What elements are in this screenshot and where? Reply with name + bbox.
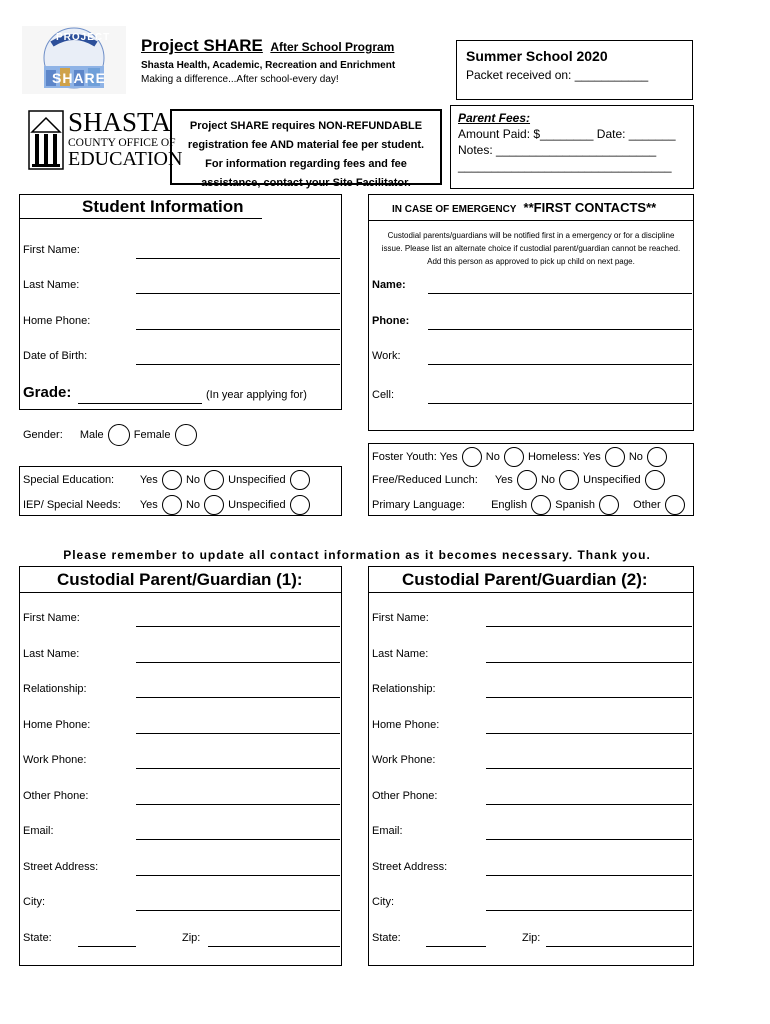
- iep-yes-label: Yes: [139, 498, 158, 511]
- female-radio[interactable]: [175, 424, 197, 446]
- emergency-title-small: IN CASE OF EMERGENCY: [392, 204, 517, 215]
- student-dob-field[interactable]: [136, 364, 340, 365]
- guardian1-field-label: Home Phone:: [23, 718, 91, 731]
- guardian2-field-label: Email:: [372, 825, 403, 837]
- foster-no-radio[interactable]: [504, 447, 524, 467]
- guardian2-field-input[interactable]: [486, 733, 692, 734]
- gender-label: Gender:: [23, 428, 63, 441]
- student-home-phone-field[interactable]: [136, 329, 340, 330]
- guardian-2-state-field[interactable]: [426, 946, 486, 947]
- emergency-cell-field[interactable]: [428, 403, 692, 404]
- guardian1-field-input[interactable]: [136, 662, 340, 663]
- guardian2-field-label: City:: [372, 896, 394, 908]
- guardian1-field-input[interactable]: [136, 839, 340, 840]
- county-line-2: COUNTY OFFICE OF: [68, 137, 176, 149]
- shasta-county-logo: [28, 107, 183, 172]
- guardian2-field-label: Other Phone:: [372, 789, 438, 802]
- guardian-1-state-field[interactable]: [78, 946, 136, 947]
- frl-row: [372, 470, 666, 490]
- tagline-2: Making a difference...After school-every day!: [141, 74, 339, 85]
- guardian1-field-input[interactable]: [136, 626, 340, 627]
- iep-yes-radio[interactable]: [162, 495, 182, 515]
- program-subtitle: After School Program: [270, 40, 395, 54]
- sped-no-label: No: [185, 473, 200, 486]
- emergency-work-field[interactable]: [428, 364, 692, 365]
- amount-paid: Amount Paid: $________ Date: _______: [458, 127, 676, 141]
- guardian1-field-label: Relationship:: [23, 683, 87, 695]
- guardian1-field-label: Other Phone:: [23, 789, 89, 802]
- guardian-2-title: Custodial Parent/Guardian (2):: [402, 570, 648, 589]
- emergency-note-3: Add this person as approved to pick up child on next page.: [427, 257, 635, 266]
- male-radio[interactable]: [108, 424, 130, 446]
- guardian-2-state-label: State:: [372, 932, 401, 944]
- iep-unspecified-label: Unspecified: [228, 498, 286, 511]
- homeless-yes-label: Homeless: Yes: [527, 450, 601, 463]
- guardian2-field-input[interactable]: [486, 910, 692, 911]
- frl-no-radio[interactable]: [559, 470, 579, 490]
- homeless-yes-radio[interactable]: [605, 447, 625, 467]
- sped-row: [23, 470, 311, 490]
- foster-yes-label: Foster Youth: Yes: [372, 450, 458, 463]
- guardian-1-state-label: State:: [23, 932, 52, 944]
- sped-yes-radio[interactable]: [162, 470, 182, 490]
- gender-row: [23, 424, 198, 446]
- guardian2-field-input[interactable]: [486, 768, 692, 769]
- guardian2-field-label: Relationship:: [372, 683, 436, 695]
- guardian-1-title-underline: [19, 592, 342, 593]
- emergency-title: [392, 200, 656, 215]
- guardian1-field-label: Work Phone:: [23, 754, 87, 766]
- guardian1-field-input[interactable]: [136, 875, 340, 876]
- parent-fees-title: Parent Fees:: [458, 111, 531, 125]
- guardian1-field-input[interactable]: [136, 768, 340, 769]
- project-share-logo: [22, 26, 126, 94]
- packet-received: Packet received on: ___________: [466, 68, 649, 82]
- fee-notice-box: [170, 109, 442, 189]
- grade-label: Grade:: [23, 384, 72, 401]
- student-title-underline: [19, 218, 262, 219]
- iep-no-radio[interactable]: [204, 495, 224, 515]
- other-language-radio[interactable]: [665, 495, 685, 515]
- english-label: English: [491, 498, 528, 511]
- emergency-note-2: issue. Please list an alternate choice if custodial parent/guardian cannot be reached.: [381, 244, 681, 253]
- other-language-label: Other: [633, 498, 661, 511]
- guardian-2-zip-field[interactable]: [546, 946, 692, 947]
- guardian2-field-input[interactable]: [486, 804, 692, 805]
- student-info-title: Student Information: [82, 197, 244, 216]
- guardian1-field-label: City:: [23, 896, 45, 908]
- guardian-1-zip-field[interactable]: [208, 946, 340, 947]
- sped-no-radio[interactable]: [204, 470, 224, 490]
- guardian-1-zip-label: Zip:: [182, 932, 201, 944]
- emergency-phone-label: Phone:: [372, 315, 410, 327]
- language-label: Primary Language:: [372, 498, 465, 511]
- iep-unspecified-radio[interactable]: [290, 495, 310, 515]
- grade-field[interactable]: [78, 403, 202, 404]
- emergency-phone-field[interactable]: [428, 329, 692, 330]
- language-row: [372, 495, 686, 515]
- county-line-1: SHASTA: [68, 107, 171, 137]
- program-name: Project SHARE: [141, 36, 263, 55]
- guardian1-field-input[interactable]: [136, 804, 340, 805]
- foster-row: [372, 447, 668, 467]
- program-title: [141, 36, 394, 56]
- guardian2-field-input[interactable]: [486, 839, 692, 840]
- guardian2-field-label: Work Phone:: [372, 754, 436, 766]
- update-reminder: Please remember to update all contact information as it becomes necessary. Thank you.: [63, 548, 651, 562]
- spanish-label: Spanish: [555, 498, 596, 511]
- student-home-phone-label: Home Phone:: [23, 315, 91, 327]
- guardian-1-title: Custodial Parent/Guardian (1):: [57, 570, 303, 589]
- homeless-no-label: No: [628, 450, 643, 463]
- guardian1-field-label: Street Address:: [23, 860, 99, 873]
- foster-yes-radio[interactable]: [462, 447, 482, 467]
- frl-unspecified-radio[interactable]: [645, 470, 665, 490]
- spanish-radio[interactable]: [599, 495, 619, 515]
- guardian1-field-label: Last Name:: [23, 647, 80, 660]
- guardian1-field-label: First Name:: [23, 612, 80, 624]
- emergency-note-1: Custodial parents/guardians will be notified first in a emergency or for a discipline: [387, 231, 675, 240]
- frl-unspecified-label: Unspecified: [583, 473, 641, 486]
- homeless-no-radio[interactable]: [647, 447, 667, 467]
- guardian2-field-label: Street Address:: [372, 860, 448, 873]
- student-first-name-field[interactable]: [136, 258, 340, 259]
- logo-project-text: PROJECT: [56, 32, 111, 43]
- guardian2-field-label: Home Phone:: [372, 718, 440, 731]
- emergency-work-label: Work:: [372, 350, 401, 362]
- emergency-name-label: Name:: [372, 279, 406, 291]
- guardian2-field-input[interactable]: [486, 662, 692, 663]
- frl-yes-radio[interactable]: [517, 470, 537, 490]
- sped-yes-label: Yes: [139, 473, 158, 486]
- logo-share-text: SHARE: [52, 70, 107, 86]
- guardian2-field-input[interactable]: [486, 626, 692, 627]
- frl-no-label: No: [540, 473, 555, 486]
- male-label: Male: [79, 428, 104, 441]
- guardian-2-title-underline: [368, 592, 694, 593]
- emergency-cell-label: Cell:: [372, 389, 395, 401]
- grade-note: (In year applying for): [206, 389, 307, 401]
- frl-yes-label: Yes: [494, 473, 513, 486]
- building-icon: [28, 110, 64, 172]
- iep-label: IEP/ Special Needs:: [23, 498, 121, 511]
- guardian1-field-input[interactable]: [136, 733, 340, 734]
- student-last-name-field[interactable]: [136, 293, 340, 294]
- frl-label: Free/Reduced Lunch:: [372, 473, 478, 486]
- guardian1-field-input[interactable]: [136, 697, 340, 698]
- iep-no-label: No: [185, 498, 200, 511]
- iep-row: [23, 495, 311, 515]
- fee-notes: Notes: ________________________: [458, 143, 657, 157]
- emergency-title-big: **FIRST CONTACTS**: [523, 200, 657, 215]
- student-last-name-label: Last Name:: [23, 279, 80, 291]
- emergency-note: [370, 229, 692, 268]
- student-dob-label: Date of Birth:: [23, 350, 88, 362]
- guardian2-field-input[interactable]: [486, 875, 692, 876]
- student-first-name-label: First Name:: [23, 244, 80, 256]
- guardian-2-zip-label: Zip:: [522, 932, 541, 944]
- guardian2-field-input[interactable]: [486, 697, 692, 698]
- guardian2-field-label: Last Name:: [372, 647, 429, 660]
- emergency-title-underline: [368, 220, 694, 221]
- student-info-box: [19, 194, 342, 410]
- sped-unspecified-radio[interactable]: [290, 470, 310, 490]
- emergency-name-field[interactable]: [428, 293, 692, 294]
- tagline-1: Shasta Health, Academic, Recreation and Enrichment: [141, 60, 396, 71]
- guardian1-field-label: Email:: [23, 825, 54, 837]
- female-label: Female: [133, 428, 171, 441]
- fee-notes-line: ________________________________: [458, 159, 672, 173]
- fee-notice-text: Project SHARE requires NON-REFUNDABLE registration fee AND material fee per student. For information regarding fees and fee assistance, contact your Site Facilitator.: [187, 120, 425, 189]
- guardian1-field-input[interactable]: [136, 910, 340, 911]
- summer-school-title: Summer School 2020: [466, 48, 608, 64]
- guardian2-field-label: First Name:: [372, 612, 429, 624]
- sped-label: Special Education:: [23, 473, 115, 486]
- county-line-3: EDUCATION: [68, 148, 183, 170]
- foster-no-label: No: [485, 450, 500, 463]
- english-radio[interactable]: [531, 495, 551, 515]
- sped-unspecified-label: Unspecified: [228, 473, 286, 486]
